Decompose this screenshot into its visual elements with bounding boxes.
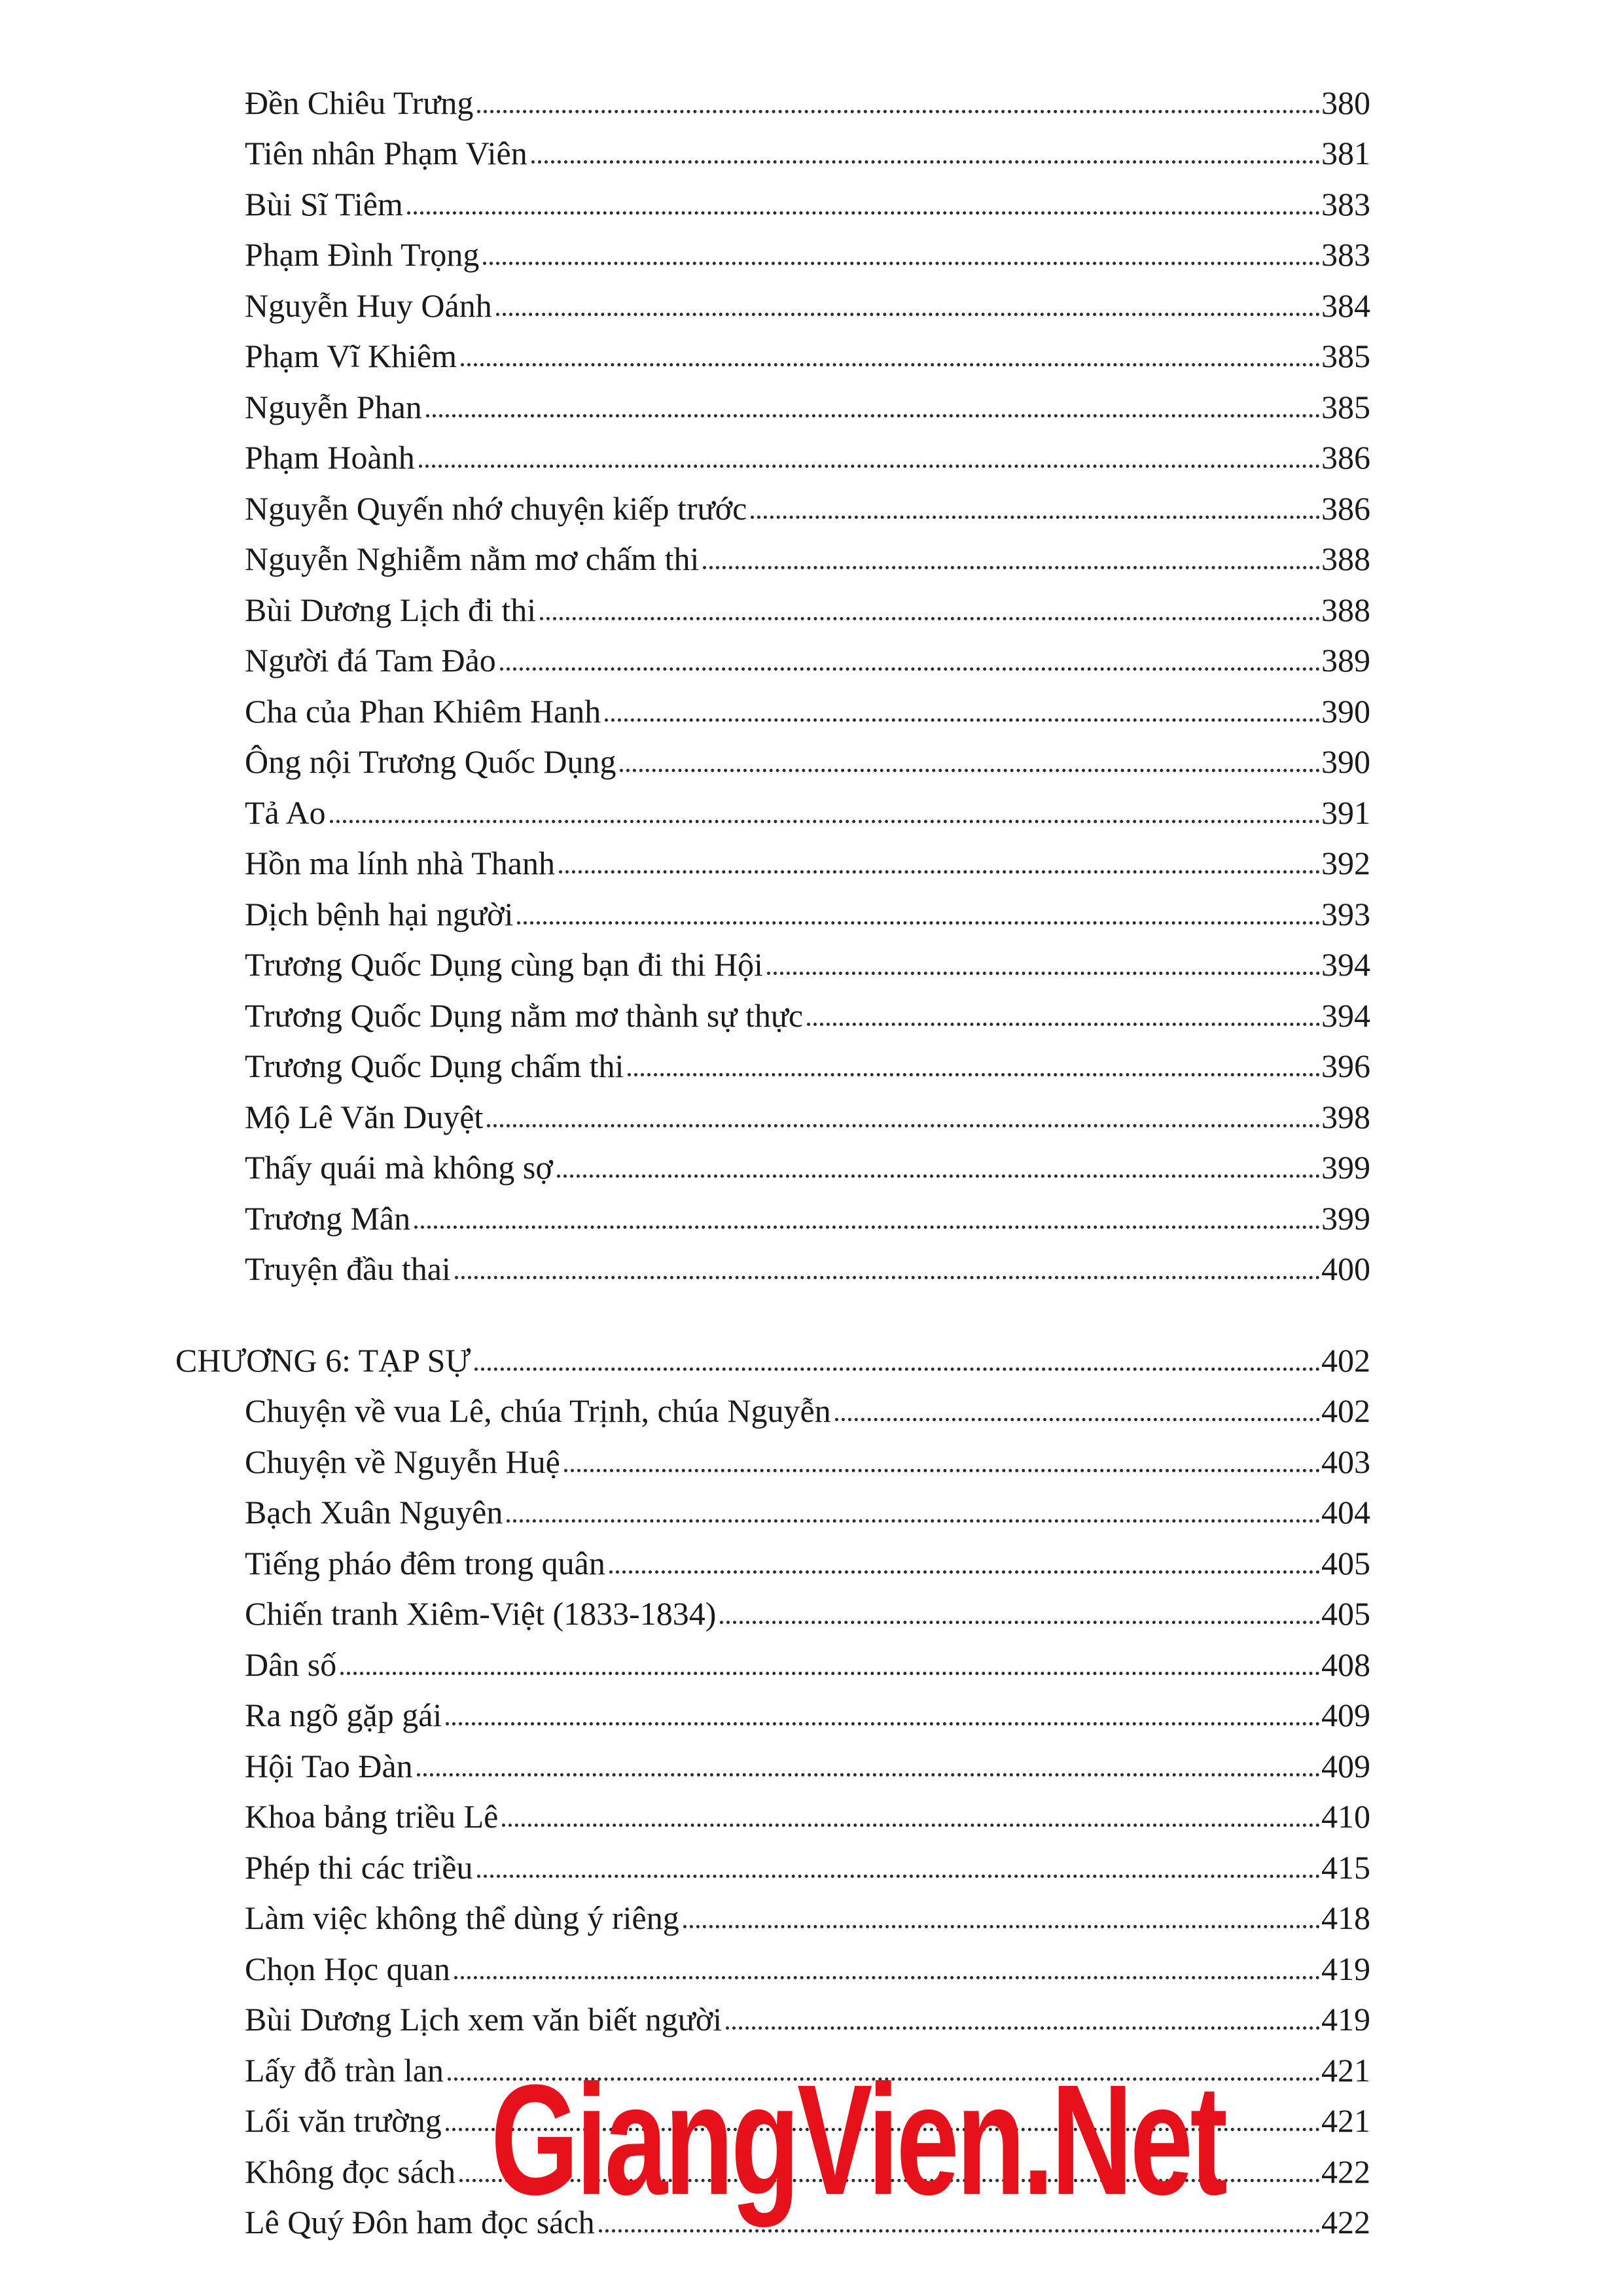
entry-page-number: 391 <box>1321 794 1370 831</box>
entry-page-number: 394 <box>1321 946 1370 983</box>
entry-title: Lối văn trường <box>245 2102 442 2139</box>
entry-title: Chuyện về Nguyễn Huệ <box>245 1443 560 1480</box>
toc-entry <box>175 1531 1370 1582</box>
toc-entry <box>175 1481 1370 1532</box>
entry-page-number: 389 <box>1321 642 1370 679</box>
leader-dots <box>557 1174 1320 1178</box>
entry-page-number: 396 <box>1321 1048 1370 1084</box>
entry-title: Bùi Sĩ Tiêm <box>245 185 403 222</box>
entry-title: Khoa bảng triều Lê <box>245 1798 499 1835</box>
entry-title: Ông nội Trương Quốc Dụng <box>245 743 616 780</box>
leader-dots <box>496 313 1320 316</box>
leader-dots <box>502 1824 1320 1827</box>
leader-dots <box>620 769 1320 772</box>
entry-page-number: 399 <box>1321 1149 1370 1186</box>
toc-entry <box>175 629 1370 680</box>
entry-title: Người đá Tam Đảo <box>245 642 496 679</box>
entry-title: Làm việc không thể dùng ý riêng <box>245 1899 679 1936</box>
entry-title: Nguyễn Nghiễm nằm mơ chấm thi <box>245 540 700 577</box>
leader-dots <box>500 667 1320 671</box>
entry-title: Trương Mân <box>245 1199 411 1237</box>
entry-title: Đền Chiêu Trưng <box>245 84 474 121</box>
toc-entry <box>175 476 1370 527</box>
leader-dots <box>559 870 1320 874</box>
leader-dots <box>767 972 1320 975</box>
entry-title: Ra ngõ gặp gái <box>245 1697 442 1733</box>
entry-title: Tả Ao <box>245 794 326 831</box>
entry-page-number: 415 <box>1321 1848 1370 1886</box>
entry-page-number: 403 <box>1321 1443 1370 1480</box>
toc-entry <box>175 983 1370 1034</box>
chapter-title: CHƯƠNG 6: TẠP SỰ <box>175 1341 471 1379</box>
toc-entry <box>175 71 1370 122</box>
entry-page-number: 386 <box>1321 489 1370 527</box>
leader-dots <box>426 414 1320 417</box>
entry-page-number: 385 <box>1321 388 1370 425</box>
entry-title: Tiên nhân Phạm Viên <box>245 135 527 171</box>
toc-entry <box>175 1085 1370 1136</box>
entry-page-number: 419 <box>1321 2001 1370 2038</box>
toc-entry <box>175 1136 1370 1187</box>
entry-title: Lê Quý Đôn ham đọc sách <box>245 2204 595 2240</box>
entry-page-number: 405 <box>1321 1544 1370 1581</box>
leader-dots <box>454 1976 1320 1979</box>
entry-title: Nguyễn Huy Oánh <box>245 287 492 324</box>
entry-title: Phạm Hoành <box>245 439 415 476</box>
entry-title: Bùi Dương Lịch xem văn biết người <box>245 2001 722 2038</box>
toc-entry <box>175 1988 1370 2039</box>
entry-title: Chiến tranh Xiêm-Việt (1833-1834) <box>245 1595 717 1632</box>
leader-dots <box>483 262 1320 265</box>
entry-page-number: 384 <box>1321 287 1370 324</box>
leader-dots <box>683 1925 1320 1928</box>
leader-dots <box>507 1519 1320 1523</box>
entry-page-number: 398 <box>1321 1098 1370 1135</box>
toc-entry <box>175 1835 1370 1886</box>
leader-dots <box>330 820 1320 823</box>
entry-title: Hồn ma lính nhà Thanh <box>245 845 555 881</box>
toc-entry <box>175 1684 1370 1735</box>
toc-entry <box>175 375 1370 426</box>
leader-dots <box>609 1570 1320 1574</box>
toc-entry <box>175 882 1370 933</box>
entry-page-number: 408 <box>1321 1646 1370 1683</box>
entry-page-number: 400 <box>1321 1250 1370 1287</box>
leader-dots <box>419 465 1320 468</box>
toc-entry <box>175 1886 1370 1937</box>
entry-title: Mộ Lê Văn Duyệt <box>245 1098 484 1135</box>
leader-dots <box>407 211 1320 215</box>
entry-page-number: 392 <box>1321 845 1370 881</box>
entry-title: Nguyễn Phan <box>245 388 422 425</box>
toc-entry <box>175 274 1370 325</box>
toc-entry <box>175 1034 1370 1086</box>
entry-title: Lấy đỗ tràn lan <box>245 2051 444 2089</box>
entry-page-number: 390 <box>1321 743 1370 780</box>
entry-page-number: 388 <box>1321 540 1370 577</box>
leader-dots <box>477 1875 1321 1878</box>
entry-title: Truyện đầu thai <box>245 1250 451 1287</box>
leader-dots <box>703 566 1320 569</box>
entry-page-number: 390 <box>1321 692 1370 730</box>
entry-page-number: 399 <box>1321 1199 1370 1237</box>
entry-title: Chọn Học quan <box>245 1950 450 1987</box>
entry-title: Bạch Xuân Nguyên <box>245 1494 503 1530</box>
toc-entry <box>175 781 1370 832</box>
chapter-page-number: 402 <box>1321 1341 1370 1379</box>
leader-dots <box>477 110 1320 113</box>
entry-title: Không đọc sách <box>245 2153 456 2190</box>
entry-page-number: 404 <box>1321 1494 1370 1530</box>
toc-entry <box>175 1937 1370 1988</box>
leader-dots <box>540 617 1320 620</box>
entry-page-number: 409 <box>1321 1697 1370 1733</box>
leader-dots <box>446 1722 1320 1725</box>
entry-page-number: 402 <box>1321 1392 1370 1429</box>
toc-entry <box>175 933 1370 984</box>
entry-title: Cha của Phan Khiêm Hanh <box>245 692 601 730</box>
entry-page-number: 410 <box>1321 1798 1370 1835</box>
toc-entry <box>175 527 1370 578</box>
toc-entry <box>175 1237 1370 1288</box>
section-gap <box>175 1288 1370 1328</box>
table-of-contents <box>175 71 1370 2241</box>
entry-title: Thấy quái mà không sợ <box>245 1149 553 1186</box>
entry-page-number: 405 <box>1321 1595 1370 1632</box>
leader-dots <box>599 2229 1320 2233</box>
leader-dots <box>564 1469 1320 1472</box>
toc-entry <box>175 172 1370 223</box>
entry-title: Phạm Đình Trọng <box>245 236 480 273</box>
entry-page-number: 422 <box>1321 2204 1370 2240</box>
entry-title: Nguyễn Quyến nhớ chuyện kiếp trước <box>245 489 747 527</box>
toc-section-a <box>175 71 1370 1288</box>
toc-entry <box>175 1186 1370 1237</box>
entry-title: Trương Quốc Dụng cùng bạn đi thi Hội <box>245 946 763 983</box>
entry-title: Phạm Vĩ Khiêm <box>245 338 457 374</box>
entry-page-number: 380 <box>1321 84 1370 121</box>
entry-page-number: 385 <box>1321 338 1370 374</box>
leader-dots <box>487 1124 1320 1127</box>
leader-dots <box>531 160 1320 164</box>
entry-page-number: 421 <box>1321 2051 1370 2089</box>
leader-dots <box>751 516 1320 519</box>
toc-entry <box>175 426 1370 477</box>
watermark-logo: GiangVien.Net <box>491 2052 1225 2227</box>
entry-page-number: 383 <box>1321 185 1370 222</box>
entry-title: Trương Quốc Dụng nằm mơ thành sự thực <box>245 997 804 1034</box>
leader-dots <box>417 1773 1320 1776</box>
entry-page-number: 381 <box>1321 135 1370 171</box>
entry-title: Phép thi các triều <box>245 1848 473 1886</box>
leader-dots <box>835 1418 1320 1421</box>
entry-title: Bùi Dương Lịch đi thi <box>245 591 537 628</box>
toc-entry <box>175 1633 1370 1684</box>
toc-entry <box>175 1379 1370 1430</box>
entry-page-number: 393 <box>1321 895 1370 932</box>
toc-entry <box>175 578 1370 629</box>
entry-page-number: 386 <box>1321 439 1370 476</box>
leader-dots <box>726 2026 1320 2030</box>
entry-page-number: 418 <box>1321 1899 1370 1936</box>
leader-dots <box>517 921 1320 925</box>
leader-dots <box>340 1672 1320 1675</box>
leader-dots <box>605 718 1320 722</box>
toc-entry <box>175 730 1370 781</box>
leader-dots <box>628 1073 1320 1076</box>
leader-dots <box>474 1368 1320 1371</box>
leader-dots <box>807 1023 1320 1026</box>
entry-title: Chuyện về vua Lê, chúa Trịnh, chúa Nguyễn <box>245 1392 831 1429</box>
toc-entry <box>175 1734 1370 1785</box>
leader-dots <box>455 1276 1320 1279</box>
entry-page-number: 388 <box>1321 591 1370 628</box>
toc-entry <box>175 679 1370 730</box>
chapter-heading <box>175 1328 1370 1379</box>
toc-entry <box>175 1430 1370 1481</box>
leader-dots <box>720 1621 1320 1624</box>
entry-page-number: 383 <box>1321 236 1370 273</box>
toc-entry <box>175 1785 1370 1836</box>
entry-page-number: 422 <box>1321 2153 1370 2190</box>
entry-title: Tiếng pháo đêm trong quân <box>245 1544 605 1581</box>
leader-dots <box>414 1226 1320 1229</box>
entry-title: Hội Tao Đàn <box>245 1747 413 1784</box>
toc-entry <box>175 325 1370 376</box>
toc-entry <box>175 1582 1370 1633</box>
toc-entry <box>175 122 1370 173</box>
entry-page-number: 409 <box>1321 1747 1370 1784</box>
entry-title: Trương Quốc Dụng chấm thi <box>245 1048 624 1084</box>
toc-entry <box>175 832 1370 883</box>
entry-page-number: 421 <box>1321 2102 1370 2139</box>
entry-page-number: 419 <box>1321 1950 1370 1987</box>
toc-entry <box>175 223 1370 274</box>
entry-title: Dịch bệnh hại người <box>245 895 514 932</box>
entry-page-number: 394 <box>1321 997 1370 1034</box>
entry-title: Dân số <box>245 1646 337 1683</box>
leader-dots <box>461 363 1320 366</box>
